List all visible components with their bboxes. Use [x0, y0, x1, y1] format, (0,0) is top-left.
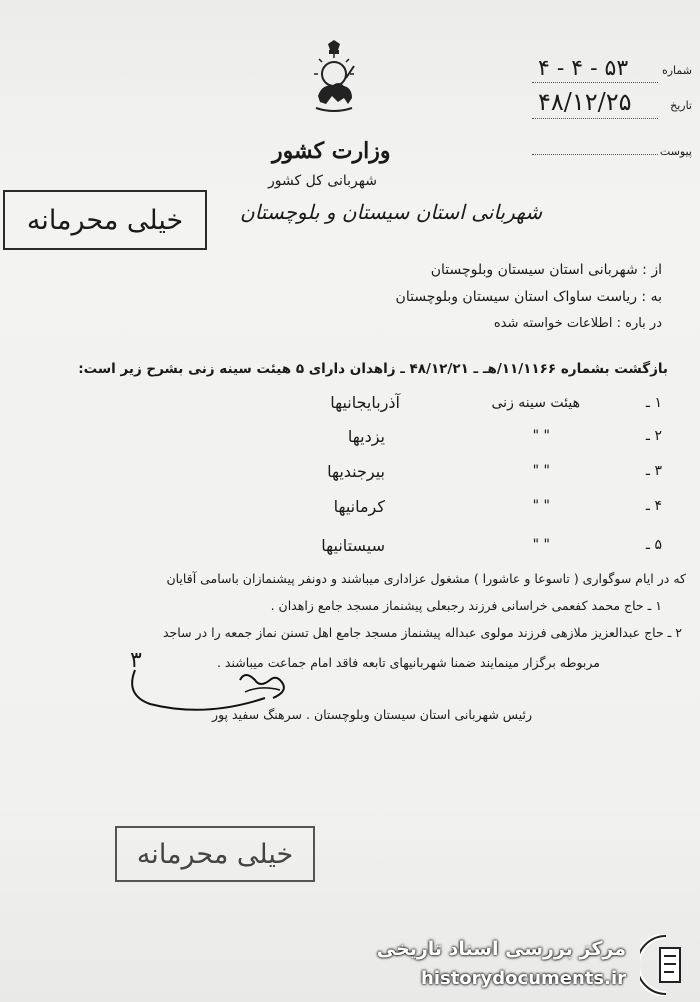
number-value: ۵۳ - ۴ - ۴ [538, 56, 629, 81]
ministry-title: وزارت کشور [272, 138, 391, 164]
subject-line: در باره : اطلاعات خواسته شده [493, 316, 662, 331]
imam-2: ۲ ـ حاج عبدالعزیز ملازهی فرزند مولوی عبداله پیشنماز مسجد جامع اهل تسنن نماز جمعه را در ساجد [162, 625, 682, 640]
classification-stamp-bottom [115, 826, 315, 882]
group-2-type: " " [532, 428, 550, 444]
lion-and-sun-emblem-icon [308, 40, 360, 120]
number-label: شماره [661, 64, 692, 77]
police-hq-title: شهربانی کل کشور [268, 173, 377, 189]
number-line [532, 82, 658, 83]
group-5-num: ۵ ـ [645, 537, 662, 553]
group-2-name: یزدیها [347, 427, 385, 446]
stamp-bottom-text: خیلی محرمانه [136, 838, 294, 870]
imam-1: ۱ ـ حاج محمد کفعمی خراسانی فرزند رجبعلی پیشنماز مسجد جامع زاهدان . [270, 598, 662, 613]
mourning-paragraph: که در ایام سوگواری ( تاسوعا و عاشورا ) مشغول عزاداری میباشند و دونفر پیشنمازان باسامی آقایان [166, 571, 686, 586]
group-4-name: کرمانیها [333, 497, 385, 516]
attachment-line [532, 154, 658, 155]
classification-stamp-top [3, 190, 207, 250]
date-value: ۴۸/۱۲/۲۵ [538, 88, 632, 116]
group-4-type: " " [532, 498, 550, 514]
attachment-label: پیوست [659, 145, 692, 158]
stamp-top-text: خیلی محرمانه [26, 204, 184, 236]
group-5-type: " " [532, 537, 550, 553]
archive-site-url: historydocuments.ir [421, 968, 626, 989]
group-5-name: سیستانیها [321, 536, 385, 555]
group-3-num: ۳ ـ [645, 463, 662, 479]
group-3-type: " " [532, 463, 550, 479]
intro-line: بازگشت بشماره ۱۱/۱۱۶۶/هـ ـ ۴۸/۱۲/۲۱ ـ زاهدان دارای ۵ هیئت سینه زنی بشرح زیر است: [78, 361, 668, 377]
group-1-name: آذربایجانیها [330, 393, 400, 412]
group-2-num: ۲ ـ [645, 428, 662, 444]
archive-logo-icon [640, 934, 692, 996]
group-4-num: ۴ ـ [645, 498, 662, 514]
signature-number-mark: ۳ [130, 648, 142, 673]
group-1-type: هیئت سینه زنی [491, 395, 580, 411]
archive-site-title: مرکز بررسی اسناد تاریخی [376, 938, 626, 960]
to-line: به : ریاست ساواک استان سیستان وبلوچستان [395, 289, 662, 305]
date-line [532, 118, 658, 119]
signature-block: رئیس شهربانی استان سیستان وبلوچستان . سرهنگ سفید پور [212, 707, 532, 722]
from-line: از : شهربانی استان سیستان وبلوچستان [430, 262, 662, 278]
province-police-title: شهربانی استان سیستان و بلوچستان [240, 200, 543, 224]
continuation-line: مربوطه برگزار مینمایند ضمنا شهربانیهای تابعه فاقد امام جماعت میباشند . [216, 655, 600, 670]
group-3-name: بیرجندیها [327, 462, 385, 481]
group-1-num: ۱ ـ [645, 395, 662, 411]
date-label: تاریخ [670, 99, 692, 112]
